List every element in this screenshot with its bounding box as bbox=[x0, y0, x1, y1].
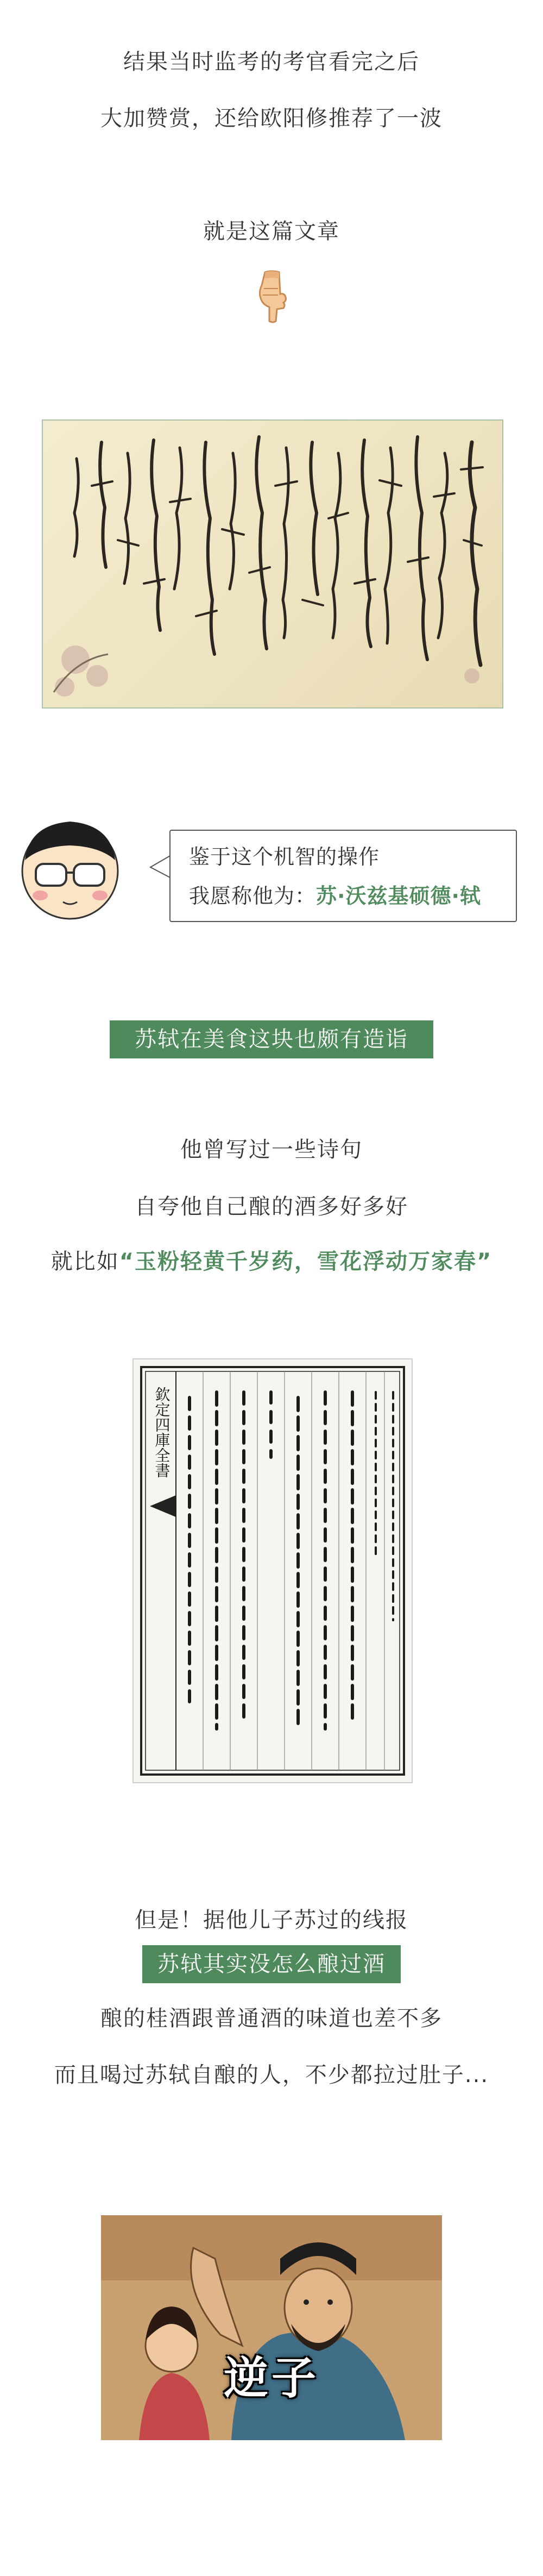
speech-prefix: 我愿称他为： bbox=[189, 884, 317, 908]
but-line-1: 但是！据他儿子苏过的线报 bbox=[135, 1908, 408, 1933]
meme-caption: 逆子 bbox=[223, 2353, 319, 2404]
but-label: 苏轼其实没怎么酿过酒 bbox=[142, 1945, 401, 1983]
pointing-down-hand-icon bbox=[253, 269, 290, 323]
speech-nickname: 苏·沃兹基硕德·轼 bbox=[316, 884, 481, 908]
poem-intro-prefix: 就比如 bbox=[50, 1249, 119, 1274]
speech-line-2 bbox=[189, 882, 515, 910]
intro-line-3: 就是这篇文章 bbox=[203, 219, 340, 244]
book-page-drawing bbox=[134, 1359, 412, 1782]
section-label: 苏轼在美食这块也颇有造诣 bbox=[110, 1020, 433, 1058]
poem-intro-line-3 bbox=[0, 1246, 543, 1277]
intro-line-1: 结果当时监考的考官看完之后 bbox=[123, 49, 420, 74]
speech-bubble-tail bbox=[149, 853, 172, 880]
book-header: 欽定四庫全書 bbox=[153, 1387, 171, 1478]
calligraphy-strokes bbox=[43, 421, 502, 707]
intro-line-2: 大加赞赏，还给欧阳修推荐了一波 bbox=[100, 106, 443, 131]
glasses-avatar-icon bbox=[18, 808, 122, 923]
poem-intro-line-1: 他曾写过一些诗句 bbox=[180, 1137, 363, 1162]
but-line-3: 而且喝过苏轼自酿的人，不少都拉过肚子... bbox=[54, 2063, 489, 2088]
speech-line-1: 鉴于这个机智的操作 bbox=[189, 845, 380, 869]
speech-bubble bbox=[169, 830, 517, 922]
poem-intro-line-2: 自夸他自己酿的酒多好多好 bbox=[135, 1194, 408, 1219]
ancient-book-page-image bbox=[132, 1358, 413, 1783]
poem-quote: “玉粉轻黄千岁药，雪花浮动万家春” bbox=[119, 1249, 493, 1274]
calligraphy-manuscript-image bbox=[42, 419, 503, 709]
meme-image bbox=[101, 2215, 442, 2440]
but-line-2: 酿的桂酒跟普通酒的味道也差不多 bbox=[100, 2006, 443, 2031]
